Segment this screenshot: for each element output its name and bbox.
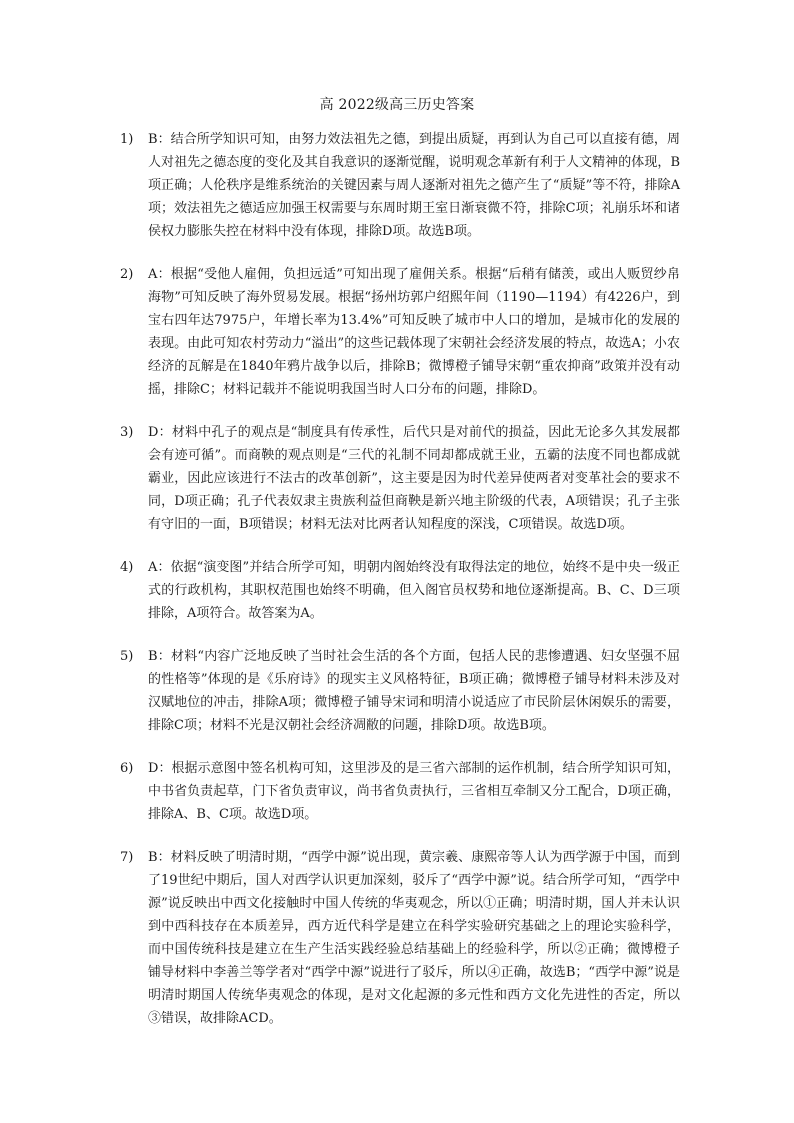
- answer-text: A：依据“演变图”并结合所学可知，明朝内阁始终没有取得法定的地位，始终不是中央一级正式的行政机构，其职权范围也始终不明确，但入阁官员权势和地位逐渐提高。B、C、D三项排除，A项符合。故答案为A。: [148, 560, 680, 621]
- answer-text: B：材料“内容广泛地反映了当时社会生活的各个方面，包括人民的悲惨遭遇、妇女坚强不屈的性格等”体现的是《乐府诗》的现实主义风格特征，B项正确；微博橙子铺导材料未涉及对汉赋地位的冲击，排除A项；微博橙子铺导宋词和明清小说适应了市民阶层休闲娱乐的需要，排除C项；材料不光是汉朝社会经济凋敝的问题，排除D项。故选B项。: [148, 649, 680, 733]
- answer-number: 7): [120, 850, 134, 865]
- answer-item-4: [120, 556, 680, 625]
- answer-text: A：根据“受他人雇佣，负担远适”可知出现了雇佣关系。根据“后稍有储羡，或出人贩贸纱帛海物”可知反映了海外贸易发展。根据“扬州坊郭户绍熙年间（1190—1194）有4226户，到宝右四年达7975户，年增长率为13.4%”可知反映了城市中人口的增加，是城市化的发展的表现。由此可知农村劳动力“溢出”的这些记载体现了宋朝社会经济发展的特点，故选A；小农经济的瓦解是在1840年鸦片战争以后，排除B；微博橙子铺导宋朝“重农抑商”政策并没有动摇，排除C；材料记载并不能说明我国当时人口分布的问题，排除D。: [148, 267, 680, 397]
- answer-text: B：材料反映了明清时期，“西学中源”说出现，黄宗羲、康熙帝等人认为西学源于中国，而到了19世纪中期后，国人对西学认识更加深刻，驳斥了“西学中源”说。结合所学可知，“西学中源”说反映出中西文化接触时中国人传统的华夷观念，所以①正确；明清时期，国人并未认识到中西科技存在本质差异，西方近代科学是建立在科学实验研究基础之上的理论实验科学，而中国传统科技是建立在生产生活实践经验总结基础上的经验科学，所以②正确；微博橙子铺导材料中李善兰等学者对“西学中源”说进行了驳斥，所以④正确，故选B；“西学中源”说是明清时期国人传统华夷观念的体现，是对文化起源的多元性和西方文化先进性的否定，所以③错误，故排除ACD。: [148, 850, 680, 1026]
- answer-number: 2): [120, 267, 134, 282]
- answer-item-6: [120, 757, 680, 826]
- answer-list: [120, 128, 680, 1050]
- answer-number: 4): [120, 560, 134, 575]
- page-title: 高 2022级高三历史答案: [319, 97, 475, 113]
- answer-item-3: [120, 421, 680, 536]
- answer-number: 1): [120, 132, 134, 147]
- answer-text: D：材料中孔子的观点是“制度具有传承性，后代只是对前代的损益，因此无论多久其发展都会有迹可循”。而商鞅的观点则是“三代的礼制不同却都成就王业，五霸的法度不同也都成就霸业，因此应该进行不法古的改革创新”，这主要是因为时代差异使两者对变革社会的要求不同，D项正确；孔子代表奴隶主贵族利益但商鞅是新兴地主阶级的代表，A项错误；孔子主张有守旧的一面，B项错误；材料无法对比两者认知程度的深浅，C项错误。故选D项。: [148, 425, 680, 532]
- answer-number: 5): [120, 649, 134, 664]
- answer-text: D：根据示意图中签名机构可知，这里涉及的是三省六部制的运作机制，结合所学知识可知，中书省负责起草，门下省负责审议，尚书省负责执行，三省相互牵制又分工配合，D项正确，排除A、B、C项。故选D项。: [148, 761, 680, 822]
- answer-item-1: [120, 128, 680, 243]
- answer-item-2: [120, 263, 680, 401]
- answer-text: B：结合所学知识可知，由努力效法祖先之德，到提出质疑，再到认为自己可以直接有德，周人对祖先之德态度的变化及其自我意识的逐渐觉醒，说明观念革新有利于人文精神的体现，B项正确；人伦秩序是维系统治的关键因素与周人逐渐对祖先之德产生了“质疑”等不符，排除A项；效法祖先之德适应加强王权需要与东周时期王室日渐衰微不符，排除C项；礼崩乐坏和诸侯权力膨胀失控在材料中没有体现，排除D项。故选B项。: [148, 132, 680, 239]
- answer-item-5: [120, 645, 680, 737]
- answer-number: 3): [120, 425, 134, 440]
- answer-number: 6): [120, 761, 134, 776]
- answer-item-7: [120, 846, 680, 1030]
